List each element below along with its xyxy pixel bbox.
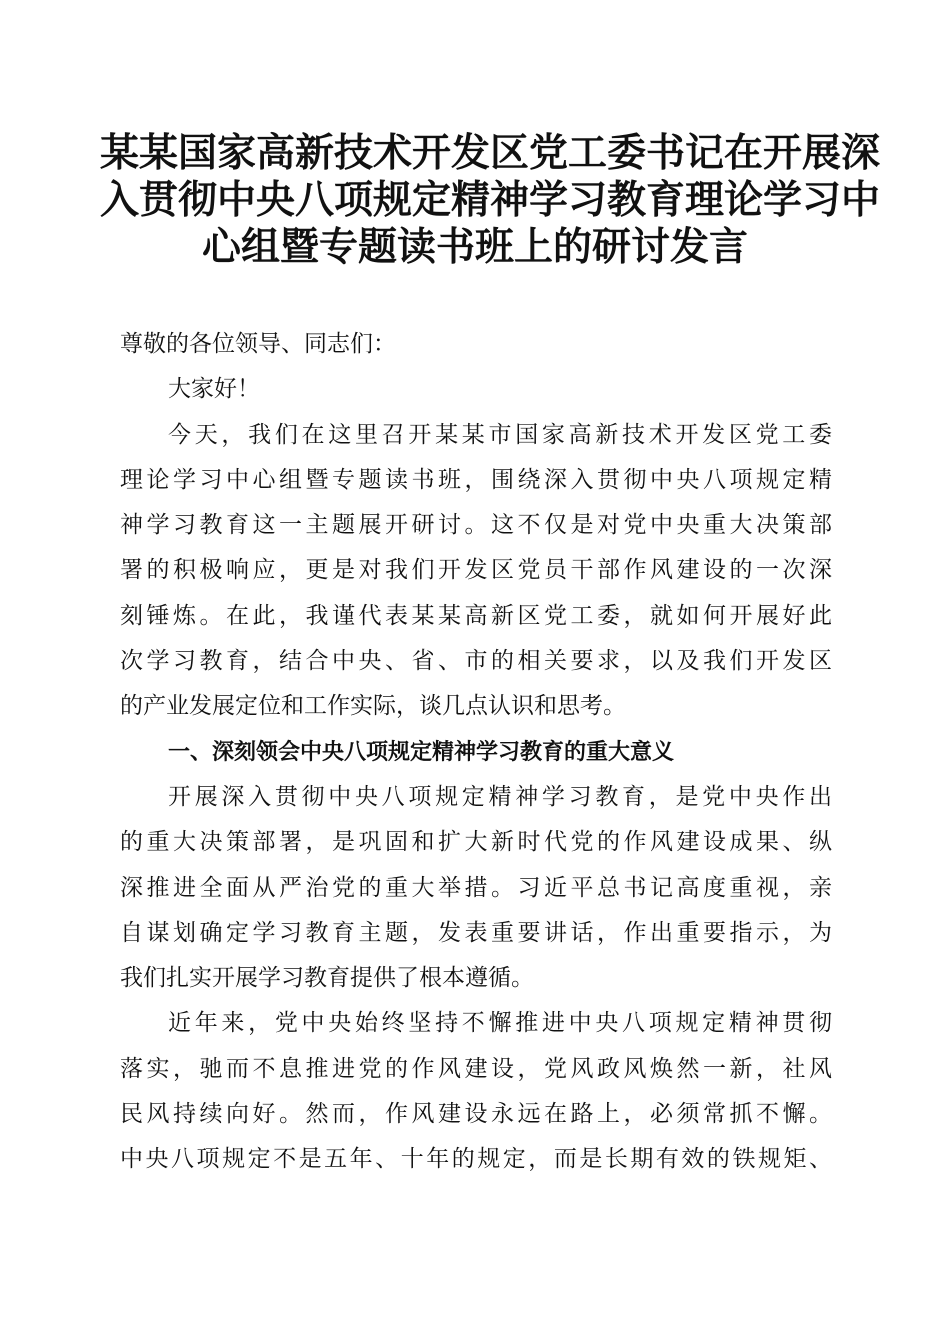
paragraph-line: 刻锤炼。在此，我谨代表某某高新区党工委，就如何开展好此 — [120, 602, 832, 629]
paragraph-line: 次学习教育，结合中央、省、市的相关要求，以及我们开发区 — [120, 648, 832, 675]
paragraph-line: 的产业发展定位和工作实际，谈几点认识和思考。 — [120, 693, 626, 720]
title-line: 某某国家高新技术开发区党工委书记在开展深 — [100, 130, 881, 176]
paragraph-line: 神学习教育这一主题展开研讨。这不仅是对党中央重大决策部 — [120, 512, 832, 539]
paragraph-line: 深推进全面从严治党的重大举措。习近平总书记高度重视，亲 — [120, 874, 832, 901]
paragraph-line: 我们扎实开展学习教育提供了根本遵循。 — [120, 965, 534, 992]
document-title — [100, 130, 881, 271]
paragraph-line: 今天，我们在这里召开某某市国家高新技术开发区党工委 — [168, 421, 832, 448]
title-line: 心组暨专题读书班上的研讨发言 — [201, 224, 748, 270]
paragraph-line: 自谋划确定学习教育主题，发表重要讲话，作出重要指示，为 — [120, 919, 832, 946]
paragraph-line: 落实，驰而不息推进党的作风建设，党风政风焕然一新，社风 — [120, 1055, 832, 1082]
paragraph-line: 近年来，党中央始终坚持不懈推进中央八项规定精神贯彻 — [168, 1010, 832, 1037]
paragraph-line: 署的积极响应，更是对我们开发区党员干部作风建设的一次深 — [120, 557, 832, 584]
section-heading: 一、深刻领会中央八项规定精神学习教育的重大意义 — [168, 739, 675, 765]
paragraph-line: 的重大决策部署，是巩固和扩大新时代党的作风建设成果、纵 — [120, 829, 832, 856]
greeting: 大家好！ — [168, 376, 260, 403]
title-line: 入贯彻中央八项规定精神学习教育理论学习中 — [100, 177, 881, 223]
document-body — [120, 322, 832, 1183]
paragraph-line: 理论学习中心组暨专题读书班，围绕深入贯彻中央八项规定精 — [120, 466, 832, 493]
paragraph-line: 开展深入贯彻中央八项规定精神学习教育，是党中央作出 — [168, 783, 832, 810]
paragraph-line: 民风持续向好。然而，作风建设永远在路上，必须常抓不懈。 — [120, 1101, 832, 1128]
salutation: 尊敬的各位领导、同志们： — [120, 331, 396, 357]
paragraph-line: 中央八项规定不是五年、十年的规定，而是长期有效的铁规矩、 — [120, 1146, 832, 1173]
